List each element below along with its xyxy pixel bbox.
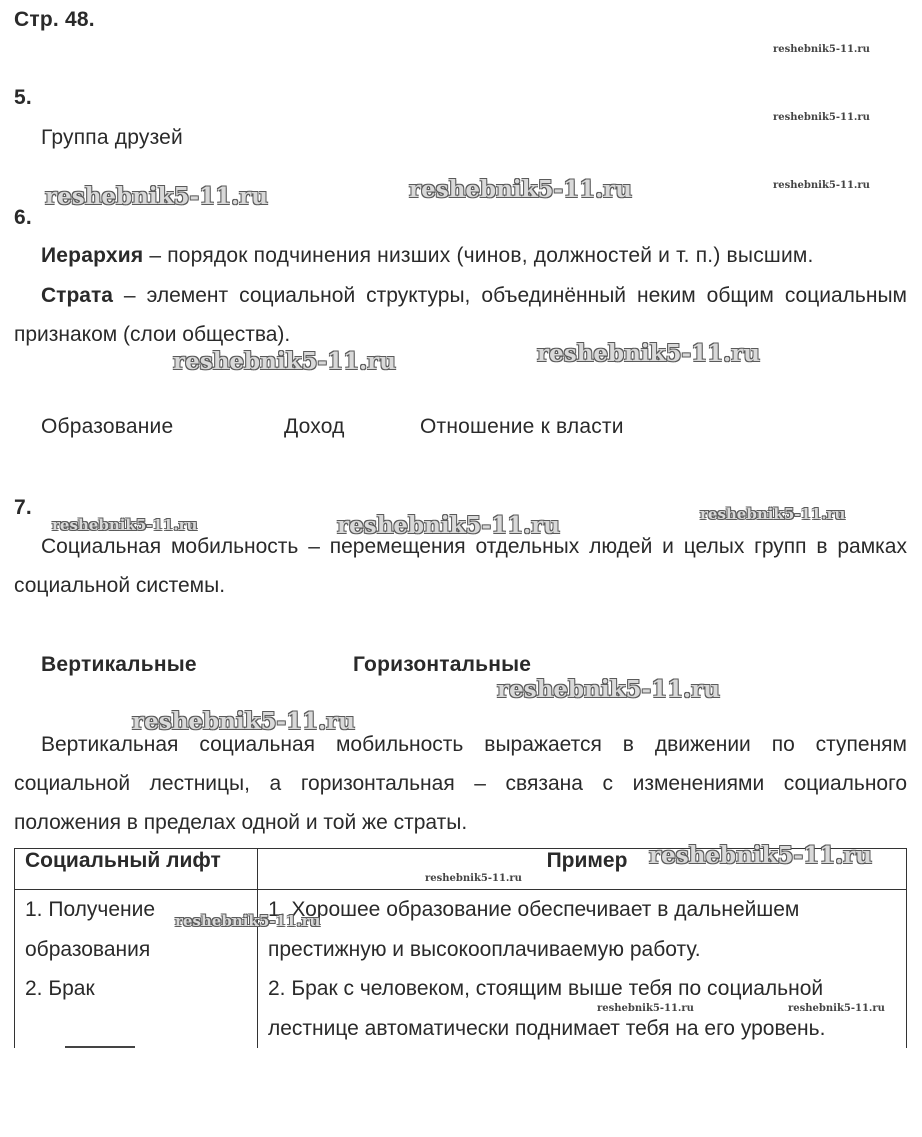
example-line: 2. Брак с человеком, стоящим выше тебя по социальной <box>268 977 824 1000</box>
footer-rule <box>65 1046 135 1048</box>
watermark: reshebnik5-11.ru <box>425 873 522 884</box>
strata-term: Страта <box>41 284 113 307</box>
table-row <box>15 890 907 1049</box>
lift-line: 2. Брак <box>25 977 95 1000</box>
watermark: reshebnik5-11.ru <box>597 1003 694 1014</box>
example-line: 1. Хорошее образование обеспечивает в дальнейшем <box>268 898 800 921</box>
lift-line: 1. Получение <box>25 898 156 921</box>
task7-number: 7. <box>14 496 32 519</box>
type-vertical: Вертикальные <box>41 653 197 676</box>
watermark: reshebnik5-11.ru <box>45 183 268 210</box>
watermark: reshebnik5-11.ru <box>700 505 846 523</box>
hierarchy-text: – порядок подчинения низших (чинов, должностей и т. п.) высшим. <box>143 244 814 267</box>
watermark: reshebnik5-11.ru <box>337 512 560 539</box>
criterion-income: Доход <box>284 415 345 438</box>
watermark: reshebnik5-11.ru <box>773 180 870 191</box>
watermark: reshebnik5-11.ru <box>497 676 720 703</box>
type-horizontal: Горизонтальные <box>353 653 532 676</box>
task5-answer: Группа друзей <box>41 126 183 149</box>
watermark: reshebnik5-11.ru <box>52 516 198 534</box>
watermark: reshebnik5-11.ru <box>409 176 632 203</box>
criterion-education: Образование <box>41 415 174 438</box>
hierarchy-term: Иерархия <box>41 244 144 267</box>
watermark: reshebnik5-11.ru <box>173 348 396 375</box>
example-cell <box>258 890 907 1049</box>
header-lift: Социальный лифт <box>15 849 258 890</box>
page-header: Стр. 48. <box>14 8 95 31</box>
example-line: лестнице автоматически поднимает тебя на его уровень. <box>268 1016 826 1040</box>
strata-text: – элемент социальной структуры, объединённый неким общим социальным признаком (слои общества). <box>14 284 907 346</box>
watermark: reshebnik5-11.ru <box>649 842 872 869</box>
lift-line: образования <box>25 937 151 961</box>
example-line: престижную и высокооплачиваемую работу. <box>268 937 701 961</box>
criterion-power: Отношение к власти <box>420 415 624 438</box>
task5-number: 5. <box>14 86 32 109</box>
watermark: reshebnik5-11.ru <box>788 1003 885 1014</box>
mobility-definition: Социальная мобильность – перемещения отдельных людей и целых групп в рамках социальной системы. <box>14 535 907 597</box>
watermark: reshebnik5-11.ru <box>773 112 870 123</box>
watermark: reshebnik5-11.ru <box>773 44 870 55</box>
watermark: reshebnik5-11.ru <box>175 912 321 930</box>
mobility-explanation: Вертикальная социальная мобильность выражается в движении по ступеням социальной лестницы, а горизонтальная – связана с изменениями социального положения в пределах одной и той же страты. <box>14 733 907 834</box>
strata-definition <box>14 276 907 354</box>
task6-number: 6. <box>14 206 32 229</box>
watermark: reshebnik5-11.ru <box>537 340 760 367</box>
header-example: Пример <box>258 849 907 890</box>
watermark: reshebnik5-11.ru <box>132 708 355 735</box>
hierarchy-definition <box>41 244 814 268</box>
